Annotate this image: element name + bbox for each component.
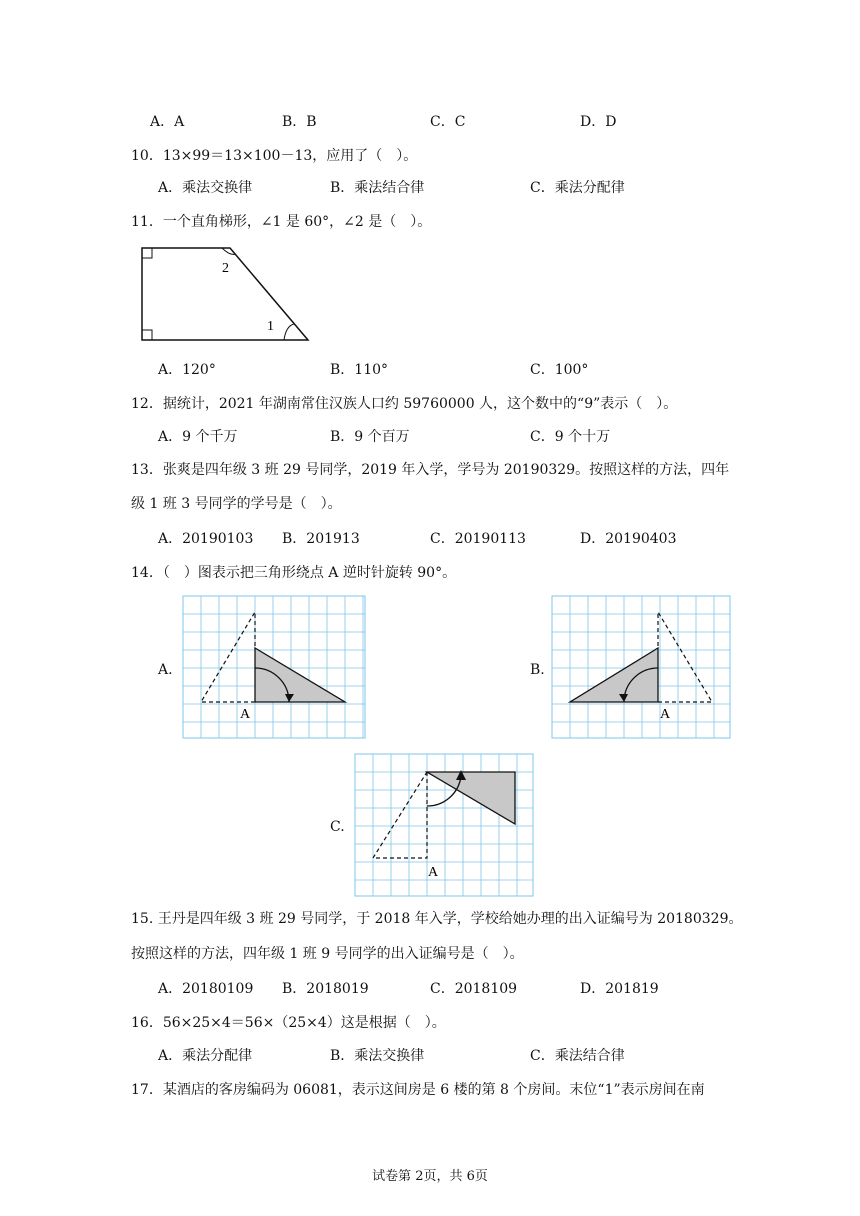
point-a-label: A: [428, 865, 439, 880]
point-a-label: A: [240, 707, 251, 722]
q15-option-d[interactable]: D．201819: [580, 981, 659, 997]
q15-option-b[interactable]: B．2018019: [282, 981, 369, 997]
q11-option-c[interactable]: C．100°: [530, 362, 589, 378]
q10-option-c[interactable]: C．乘法分配律: [530, 180, 625, 196]
q13-option-a[interactable]: A．20190103: [158, 531, 254, 547]
q10-stem: 10．13×99＝13×100－13，应用了（ ）。: [131, 148, 418, 164]
q12-option-b[interactable]: B．9 个百万: [330, 429, 410, 445]
q12-option-c[interactable]: C．9 个十万: [530, 429, 611, 445]
q14-option-a-label[interactable]: A.: [158, 662, 173, 678]
q16-option-b[interactable]: B．乘法交换律: [330, 1048, 425, 1064]
q16-option-c[interactable]: C．乘法结合律: [530, 1048, 625, 1064]
angle1-label: 1: [267, 319, 274, 334]
q9-option-c[interactable]: C．C: [430, 114, 466, 130]
q13-stem-line1: 13．张爽是四年级 3 班 29 号同学，2019 年入学，学号为 20190329。按照这样的方法，四年: [131, 462, 730, 478]
q14-option-c-label[interactable]: C.: [330, 819, 345, 835]
q13-stem-line2: 级 1 班 3 号同学的学号是（ ）。: [131, 496, 342, 512]
q13-option-c[interactable]: C．20190113: [430, 531, 526, 547]
q17-stem: 17．某酒店的客房编码为 06081，表示这间房是 6 楼的第 8 个房间。末位“1”表示房间在南: [131, 1082, 705, 1098]
rotation-figure-a: [183, 596, 365, 738]
rotation-figure-c: [355, 754, 533, 896]
trapezoid-figure: [130, 240, 320, 350]
q12-option-a[interactable]: A．9 个千万: [158, 429, 238, 445]
point-a-label: A: [660, 707, 671, 722]
q15-option-a[interactable]: A．20180109: [158, 981, 254, 997]
q9-option-b[interactable]: B．B: [282, 114, 317, 130]
q9-option-d[interactable]: D．D: [580, 114, 617, 130]
q13-option-d[interactable]: D．20190403: [580, 531, 677, 547]
angle2-label: 2: [222, 261, 229, 276]
q15-stem-line1: 15. 王丹是四年级 3 班 29 号同学，于 2018 年入学，学校给她办理的出入证编号为 20180329。: [131, 911, 743, 927]
q16-stem: 16．56×25×4＝56×（25×4）这是根据（ ）。: [131, 1015, 446, 1031]
q15-option-c[interactable]: C．2018109: [430, 981, 518, 997]
q10-option-a[interactable]: A．乘法交换律: [158, 180, 253, 196]
q14-option-b-label[interactable]: B.: [530, 662, 545, 678]
q11-stem: 11．一个直角梯形，∠1 是 60°，∠2 是（ ）。: [131, 214, 432, 230]
q10-option-b[interactable]: B．乘法结合律: [330, 180, 425, 196]
page-footer: 试卷第 2页，共 6页: [372, 1169, 488, 1184]
rotation-figure-b: [552, 596, 730, 738]
q14-stem: 14．（ ）图表示把三角形绕点 A 逆时针旋转 90°。: [131, 565, 457, 581]
q13-option-b[interactable]: B．201913: [282, 531, 360, 547]
q11-option-b[interactable]: B．110°: [330, 362, 389, 378]
q12-stem: 12．据统计，2021 年湖南常住汉族人口约 59760000 人，这个数中的“9”表示（ ）。: [131, 396, 678, 412]
q11-option-a[interactable]: A．120°: [158, 362, 216, 378]
q16-option-a[interactable]: A．乘法分配律: [158, 1048, 253, 1064]
q15-stem-line2: 按照这样的方法，四年级 1 班 9 号同学的出入证编号是（ ）。: [131, 946, 524, 962]
q9-option-a[interactable]: A．A: [150, 114, 185, 130]
